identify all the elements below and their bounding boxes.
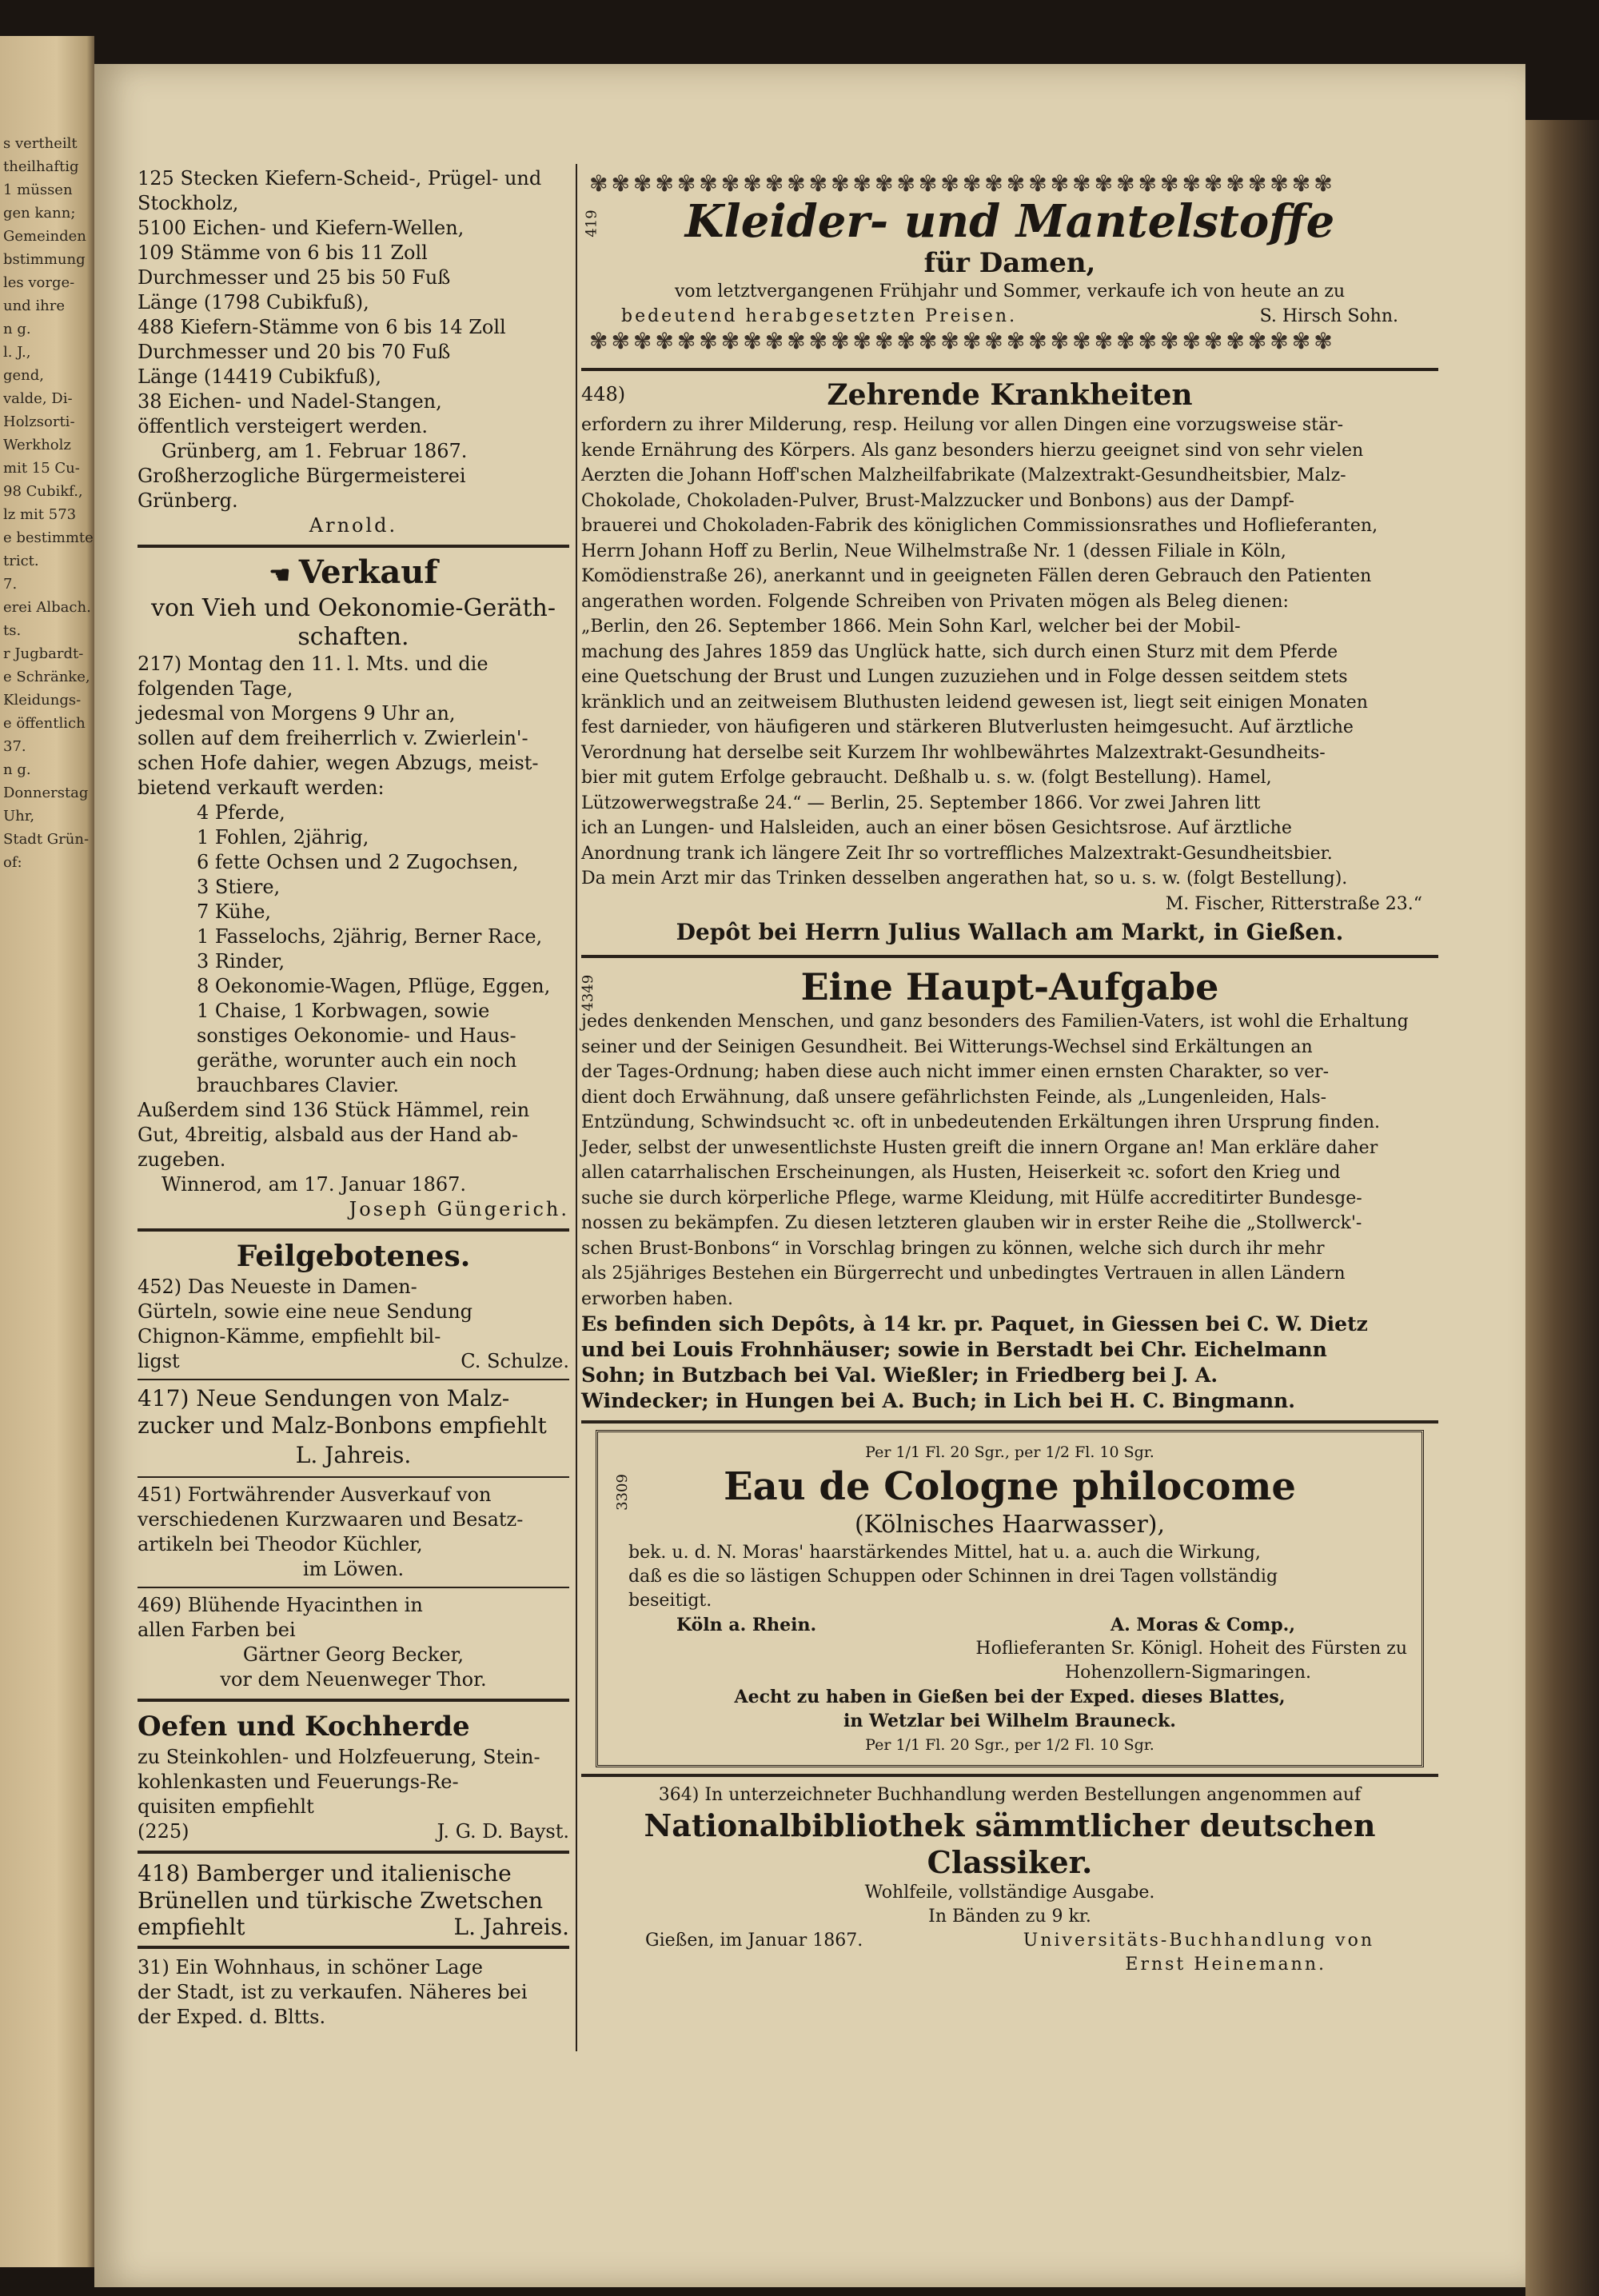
- text-line: 38 Eichen- und Nadel-Stangen,: [138, 390, 442, 413]
- text-line: Stockholz,: [138, 192, 239, 214]
- text-line: e bestimmte: [3, 529, 94, 546]
- ad-417: [138, 1385, 569, 1439]
- text-line: eine Quetschung der Brust und Lungen zuzuziehen und in Folge dessen seitdem stets: [581, 667, 1348, 687]
- text-line: Aerzten die Johann Hoff'schen Malzheilfabrikate (Malzextrakt-Gesundheitsbier, Malz-: [581, 465, 1346, 485]
- national-place-date: Gießen, im Januar 1867.: [645, 1931, 863, 1951]
- eau-title: Eau de Cologne philocome: [724, 1464, 1296, 1509]
- divider: [138, 1699, 569, 1702]
- text-line: Herrn Johann Hoff zu Berlin, Neue Wilhelmstraße Nr. 1 (dessen Filiale in Köln,: [581, 541, 1286, 561]
- text-line: 1 Fohlen, 2jährig,: [197, 826, 369, 849]
- text-line: kohlenkasten und Feuerungs-Re-: [138, 1771, 459, 1793]
- text-line: 98 Cubikf.,: [3, 483, 83, 500]
- text-line: n g.: [3, 761, 31, 778]
- right-column: [581, 166, 1438, 1977]
- kleider-body: vom letztvergangenen Frühjahr und Sommer, verkaufe ich von heute an zu: [674, 282, 1346, 301]
- text-line: 31) Ein Wohnhaus, in schöner Lage: [138, 1956, 484, 1979]
- text-line: bietend verkauft werden:: [138, 777, 385, 799]
- place-date: Grünberg, am 1. Februar 1867.: [161, 440, 468, 462]
- text-line: bek. u. d. N. Moras' haarstärkendes Mittel, hat u. a. auch die Wirkung,: [628, 1543, 1261, 1563]
- text-line: „Berlin, den 26. September 1866. Mein Sohn Karl, welcher bei der Mobil-: [581, 617, 1241, 637]
- kleider-body-line: bedeutend herabgesetzten Preisen.: [621, 306, 1018, 326]
- text-line: Komödienstraße 26), anerkannt und in geeigneten Fällen deren Gebrauch den Patienten: [581, 566, 1372, 586]
- text-line: Kleidungs-: [3, 692, 82, 709]
- ad-452-last: ligst: [138, 1350, 180, 1372]
- text-line: Donnerstag: [3, 785, 89, 801]
- column-divider: [576, 164, 577, 2051]
- divider: [581, 368, 1438, 371]
- eau-availability-2: in Wetzlar bei Wilhelm Brauneck.: [843, 1711, 1176, 1731]
- text-line: Chignon-Kämme, empfiehlt bil-: [138, 1325, 441, 1348]
- text-line: erfordern zu ihrer Milderung, resp. Heilung vor allen Dingen eine vorzugsweise stär-: [581, 415, 1344, 435]
- ad-451: [138, 1483, 569, 1557]
- text-line: Anordnung trank ich längere Zeit Ihr so vortreffliches Malzextrakt-Gesundheitsbier.: [581, 843, 1333, 864]
- text-line: allen Farben bei: [138, 1619, 296, 1641]
- ad-418: [138, 1860, 569, 1915]
- ofen-ad: [138, 1745, 569, 1819]
- text-line: lz mit 573: [3, 506, 77, 523]
- divider: [138, 1587, 569, 1588]
- wood-list: [138, 166, 569, 439]
- text-line: Windecker; in Hungen bei A. Buch; in Lich bei H. C. Bingmann.: [581, 1389, 1295, 1412]
- text-line: l. J.,: [3, 344, 31, 361]
- divider: [138, 1379, 569, 1380]
- text-line: bstimmung: [3, 251, 86, 268]
- left-page-edge: [0, 36, 94, 2267]
- text-line: s vertheilt: [3, 135, 78, 152]
- text-line: Da mein Arzt mir das Trinken desselben angerathen hat, so u. s. w. (folgt Bestellung).: [581, 868, 1348, 888]
- text-line: r Jugbardt-: [3, 645, 84, 662]
- ad-417-signature: L. Jahreis.: [295, 1442, 412, 1468]
- divider: [138, 1476, 569, 1478]
- text-line: 6 fette Ochsen und 2 Zugochsen,: [197, 851, 519, 873]
- text-line: 109 Stämme von 6 bis 11 Zoll: [138, 242, 428, 264]
- text-line: Gürteln, sowie eine neue Sendung: [138, 1300, 473, 1323]
- ad-452-signature: C. Schulze.: [461, 1350, 569, 1372]
- text-line: verschiedenen Kurzwaaren und Besatz-: [138, 1508, 524, 1531]
- feilgebotenes-section: [138, 1238, 569, 2030]
- text-line: und bei Louis Frohnhäuser; sowie in Berstadt bei Chr. Eichelmann: [581, 1338, 1327, 1361]
- text-line: Entzündung, Schwindsucht ꝛc. oft in unbedeutenden Erkältungen ihren Ursprung finden.: [581, 1112, 1380, 1132]
- verkauf-subtitle: von Vieh und Oekonomie-Geräth-: [151, 594, 556, 622]
- text-line: Lützowerwegstraße 24.“ — Berlin, 25. September 1866. Vor zwei Jahren litt: [581, 793, 1261, 813]
- verkauf-extra: [138, 1098, 569, 1172]
- text-line: gen kann;: [3, 205, 76, 222]
- text-line: fest darnieder, von häufigeren und stärkeren Blutverlusten heimgesucht. Auf ärztliche: [581, 717, 1354, 737]
- text-line: valde, Di-: [3, 390, 73, 407]
- text-line: trict.: [3, 553, 39, 569]
- kleider-signature: S. Hirsch Sohn.: [1259, 306, 1398, 326]
- text-line: of:: [3, 854, 22, 871]
- ofen-end: [138, 1819, 569, 1844]
- text-line: jedes denkenden Menschen, und ganz besonders des Familien-Vaters, ist wohl die Erhaltung: [581, 1012, 1409, 1032]
- kleider-title: Kleider- und Mantelstoffe: [684, 195, 1335, 248]
- zehrende-title: Zehrende Krankheiten: [827, 378, 1193, 412]
- text-line: sollen auf dem freiherrlich v. Zwierlein'-: [138, 727, 528, 749]
- text-line: schen Hofe dahier, wegen Abzugs, meist-: [138, 752, 539, 774]
- ad-number: 3309: [613, 1474, 631, 1511]
- text-line: Stadt Grün-: [3, 831, 90, 848]
- text-line: nossen zu bekämpfen. Zu diesen letzteren glauben wir in erster Reihe die „Stollwerck'-: [581, 1213, 1362, 1233]
- text-line: erworben haben.: [581, 1288, 733, 1309]
- text-line: Durchmesser und 25 bis 50 Fuß: [138, 266, 451, 289]
- national-sub-1: Wohlfeile, vollständige Ausgabe.: [864, 1883, 1155, 1903]
- text-line: Sohn; in Butzbach bei Val. Wießler; in Friedberg bei J. A.: [581, 1364, 1218, 1387]
- ofen-signature: J. G. D. Bayst.: [437, 1820, 569, 1843]
- text-line: mit 15 Cu-: [3, 460, 80, 477]
- ad-number: 419: [583, 210, 600, 238]
- text-line: Länge (14419 Cubikfuß),: [138, 365, 382, 388]
- zehrende-depot: Depôt bei Herrn Julius Wallach am Markt, in Gießen.: [676, 919, 1344, 945]
- national-sub-2: In Bänden zu 9 kr.: [928, 1907, 1091, 1927]
- national-signature: Universitäts-Buchhandlung von: [1023, 1931, 1374, 1951]
- text-line: 469) Blühende Hyacinthen in: [138, 1594, 423, 1616]
- ad-number: 448): [581, 383, 626, 405]
- divider: [581, 1420, 1438, 1424]
- book-spine: [1525, 120, 1599, 2296]
- text-line: zucker und Malz-Bonbons empfiehlt: [138, 1412, 547, 1439]
- issuing-office: Großherzogliche Bürgermeisterei Grünberg.: [138, 465, 466, 512]
- text-line: 1 Fasselochs, 2jährig, Berner Race,: [197, 925, 543, 948]
- text-line: Außerdem sind 136 Stück Hämmel, rein: [138, 1099, 530, 1121]
- wood-auction-ad: [138, 166, 569, 538]
- text-line: geräthe, worunter auch ein noch: [197, 1049, 517, 1072]
- text-line: erei Albach.: [3, 599, 91, 616]
- verkauf-title: ☚ Verkauf: [269, 553, 438, 591]
- text-line: 8 Oekonomie-Wagen, Pflüge, Eggen,: [197, 975, 551, 997]
- text-line: brauchbares Clavier.: [197, 1074, 400, 1096]
- text-line: 488 Kiefern-Stämme von 6 bis 14 Zoll: [138, 316, 506, 338]
- ornament-border-top: ✾✾✾✾✾✾✾✾✾✾✾✾✾✾✾✾✾✾✾✾✾✾✾✾✾✾✾✾✾✾✾✾✾✾: [589, 171, 1336, 196]
- kleider-body-2: [589, 304, 1430, 329]
- ad-418-end: [138, 1915, 569, 1939]
- text-line: sonstiges Oekonomie- und Haus-: [197, 1024, 516, 1047]
- text-line: Jeder, selbst der unwesentlichste Husten greift die innern Organe an! Man erkläre daher: [581, 1137, 1378, 1158]
- text-line: daß es die so lästigen Schuppen oder Schinnen in drei Tagen vollständig: [628, 1567, 1278, 1587]
- verkauf-subtitle-2: schaften.: [297, 623, 409, 651]
- national-signature-2: Ernst Heinemann.: [1125, 1955, 1326, 1975]
- text-line: 418) Bamberger und italienische: [138, 1860, 512, 1887]
- ad-number: 4349: [580, 974, 597, 1012]
- text-line: Gut, 4breitig, alsbald aus der Hand ab-: [138, 1124, 518, 1146]
- text-line: Durchmesser und 20 bis 70 Fuß: [138, 341, 451, 363]
- text-line: Es befinden sich Depôts, à 14 kr. pr. Paquet, in Giessen bei C. W. Dietz: [581, 1312, 1368, 1336]
- text-line: zugeben.: [138, 1148, 226, 1171]
- zehrende-body: [581, 413, 1438, 892]
- text-line: zu Steinkohlen- und Holzfeuerung, Stein-: [138, 1746, 540, 1768]
- ad-452: [138, 1275, 569, 1349]
- text-line: 3 Stiere,: [197, 876, 281, 898]
- text-line: der Tages-Ordnung; haben diese auch nicht immer einen ernsten Charakter, so ver-: [581, 1062, 1330, 1082]
- eau-place: Köln a. Rhein.: [676, 1615, 817, 1635]
- ofen-number: (225): [138, 1820, 189, 1843]
- ornament-border-bottom: ✾✾✾✾✾✾✾✾✾✾✾✾✾✾✾✾✾✾✾✾✾✾✾✾✾✾✾✾✾✾✾✾✾✾: [589, 329, 1336, 353]
- kleider-ad: [581, 166, 1438, 361]
- text-line: quisiten empfiehlt: [138, 1795, 314, 1818]
- ad-452-end: [138, 1349, 569, 1374]
- divider: [138, 1851, 569, 1854]
- text-line: angerathen worden. Folgende Schreiben von Privaten mögen als Beleg dienen:: [581, 591, 1289, 612]
- signature: Arnold.: [309, 514, 398, 537]
- text-line: 3 Rinder,: [197, 950, 285, 972]
- feil-title: Feilgebotenes.: [236, 1240, 471, 1273]
- eau-de-cologne-ad: [596, 1430, 1424, 1767]
- text-line: als 25jähriges Bestehen ein Bürgerrecht und unbedingtes Vertrauen in allen Ländern: [581, 1264, 1346, 1284]
- eau-subtitle: (Kölnisches Haarwasser),: [854, 1511, 1166, 1539]
- text-line: Gemeinden: [3, 228, 86, 245]
- text-line: theilhaftig: [3, 158, 79, 175]
- text-line: öffentlich versteigert werden.: [138, 415, 428, 437]
- divider: [138, 1946, 569, 1949]
- divider: [581, 955, 1438, 958]
- eau-firm-2: Hoflieferanten Sr. Königl. Hoheit des Fürsten zu: [975, 1639, 1407, 1659]
- text-line: Chokolade, Chokoladen-Pulver, Brust-Malzzucker und Bonbons) aus der Dampf-: [581, 490, 1294, 511]
- haupt-depots: [581, 1312, 1438, 1414]
- text-line: Holzsorti-: [3, 413, 75, 430]
- text-line: beseitigt.: [628, 1591, 712, 1611]
- divider: [138, 545, 569, 548]
- text-line: 7 Kühe,: [197, 900, 272, 923]
- text-line: kende Ernährung des Körpers. Als ganz besonders hierzu geeignet sind von sehr vielen: [581, 440, 1364, 461]
- ad-451-end: im Löwen.: [302, 1558, 405, 1580]
- text-line: kränklich und an zeitweisem Bluthusten leidend gewesen ist, liegt seit einigen Monaten: [581, 692, 1368, 713]
- eau-availability: Aecht zu haben in Gießen bei der Exped. dieses Blattes,: [734, 1687, 1286, 1707]
- text-line: ich an Lungen- und Halsleiden, auch an einer bösen Gesichtsrose. Auf ärztliche: [581, 818, 1292, 838]
- text-line: der Stadt, ist zu verkaufen. Näheres bei: [138, 1981, 528, 2003]
- text-line: 5100 Eichen- und Kiefern-Wellen,: [138, 217, 465, 239]
- zehrende-ad: [581, 377, 1438, 948]
- text-line: suche sie durch körperliche Pflege, warme Kleidung, mit Hülfe accreditirter Bundesge-: [581, 1188, 1362, 1208]
- haupt-title: Eine Haupt-Aufgabe: [800, 965, 1219, 1008]
- text-line: 125 Stecken Kiefern-Scheid-, Prügel- und: [138, 167, 542, 190]
- national-footer: [581, 1929, 1438, 1953]
- ofen-title: Oefen und Kochherde: [138, 1711, 470, 1743]
- left-page-fragments: [0, 36, 94, 874]
- place-date: Winnerod, am 17. Januar 1867.: [161, 1173, 467, 1196]
- text-line: 1 müssen: [3, 182, 73, 198]
- eau-firm-row: [612, 1613, 1407, 1637]
- ad-418-signature: L. Jahreis.: [453, 1914, 569, 1940]
- kleider-subtitle: für Damen,: [923, 247, 1096, 279]
- text-line: gend,: [3, 367, 45, 384]
- text-line: 37.: [3, 738, 26, 755]
- ad-469: [138, 1593, 569, 1643]
- text-line: Verordnung hat derselbe seit Kurzem Ihr wohlbewährtes Malzextrakt-Gesundheits-: [581, 742, 1326, 763]
- text-line: 417) Neue Sendungen von Malz-: [138, 1385, 510, 1412]
- text-line: Brünellen und türkische Zwetschen: [138, 1887, 543, 1914]
- text-line: 4 Pferde,: [197, 801, 285, 824]
- text-line: les vorge-: [3, 274, 75, 291]
- pointing-hand-icon: ☚: [269, 561, 299, 589]
- text-line: allen catarrhalischen Erscheinungen, als Husten, Heiserkeit ꝛc. sofort den Krieg und: [581, 1163, 1341, 1183]
- text-line: bier mit gutem Erfolge gebraucht. Deßhalb u. s. w. (folgt Bestellung). Hamel,: [581, 768, 1272, 788]
- verkauf-ad: [138, 554, 569, 1222]
- text-line: e Schränke,: [3, 669, 90, 685]
- text-line: 1 Chaise, 1 Korbwagen, sowie: [197, 1000, 490, 1022]
- text-line: jedesmal von Morgens 9 Uhr an,: [138, 702, 456, 725]
- text-line: der Exped. d. Bltts.: [138, 2006, 326, 2028]
- eau-body: [612, 1541, 1407, 1613]
- nationalbibliothek-ad: [581, 1783, 1438, 1977]
- left-column: [138, 166, 569, 2030]
- national-intro: 364) In unterzeichneter Buchhandlung werden Bestellungen angenommen auf: [658, 1785, 1362, 1805]
- text-line: n g.: [3, 321, 31, 337]
- text-line: folgenden Tage,: [138, 677, 293, 700]
- text-line: seiner und der Seinigen Gesundheit. Bei Witterungs-Wechsel sind Erkältungen an: [581, 1036, 1313, 1057]
- text-line: 217) Montag den 11. l. Mts. und die: [138, 653, 488, 675]
- text-line: Uhr,: [3, 808, 35, 825]
- signature: Joseph Güngerich.: [349, 1198, 569, 1220]
- eau-firm: A. Moras & Comp.,: [1111, 1615, 1295, 1635]
- ad-469-sig-1: Gärtner Georg Becker,: [242, 1643, 465, 1666]
- haupt-aufgabe-ad: [581, 964, 1438, 1414]
- price-bottom: Per 1/1 Fl. 20 Sgr., per 1/2 Fl. 10 Sgr.: [865, 1736, 1154, 1754]
- text-line: 7.: [3, 576, 18, 593]
- verkauf-intro: [138, 652, 569, 801]
- divider: [581, 1774, 1438, 1777]
- zehrende-signature: M. Fischer, Ritterstraße 23.“: [1165, 893, 1422, 914]
- text-line: ts.: [3, 622, 22, 639]
- ad-418-last: empfiehlt: [138, 1914, 245, 1940]
- haupt-body: [581, 1009, 1438, 1312]
- ad-31: [138, 1955, 569, 2030]
- divider: [138, 1228, 569, 1232]
- text-line: 452) Das Neueste in Damen-: [138, 1276, 417, 1298]
- ad-469-sig-2: vor dem Neuenweger Thor.: [220, 1668, 487, 1691]
- text-line: artikeln bei Theodor Küchler,: [138, 1533, 423, 1555]
- price-top: Per 1/1 Fl. 20 Sgr., per 1/2 Fl. 10 Sgr.: [865, 1443, 1154, 1461]
- eau-firm-3: Hohenzollern-Sigmaringen.: [1065, 1663, 1311, 1683]
- verkauf-items: [138, 801, 569, 1098]
- text-line: Länge (1798 Cubikfuß),: [138, 291, 369, 313]
- text-line: und ihre: [3, 297, 66, 314]
- text-line: 451) Fortwährender Ausverkauf von: [138, 1483, 492, 1506]
- text-line: machung des Jahres 1859 das Unglück hatte, sich durch einen Sturz mit dem Pferde: [581, 641, 1338, 662]
- text-line: Werkholz: [3, 437, 71, 453]
- text-line: e öffentlich: [3, 715, 86, 732]
- text-line: schen Brust-Bonbons“ in Vorschlag bringen zu können, welche sich durch ihr mehr: [581, 1238, 1325, 1259]
- national-title: Nationalbibliothek sämmtlicher deutschen Classiker.: [644, 1807, 1376, 1880]
- text-line: dient doch Erwähnung, daß unsere gefährlichsten Feinde, als „Lungenleiden, Hals-: [581, 1087, 1327, 1108]
- text-line: brauerei und Chokoladen-Fabrik des königlichen Commissionsrathes und Hoflieferanten,: [581, 516, 1378, 536]
